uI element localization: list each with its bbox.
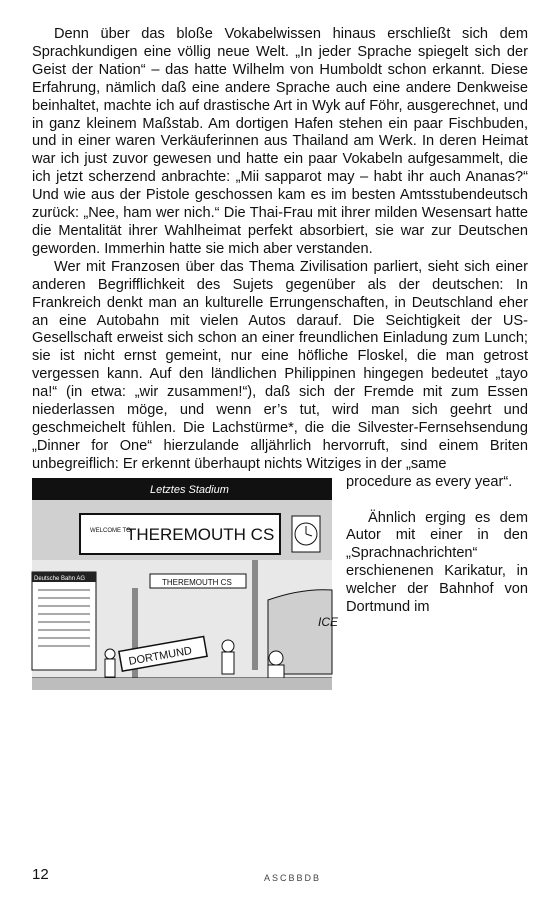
cartoon-station-sign-text: DORTMUND	[127, 644, 193, 668]
svg-text:ICE: ICE	[318, 614, 339, 629]
cartoon-big-sign-text: THEREMOUTH CS	[126, 524, 275, 544]
cartoon-drawing	[32, 478, 339, 690]
cartoon-board-title: Deutsche Bahn AG	[34, 575, 86, 582]
cartoon-small-sign-text: THEREMOUTH CS	[162, 577, 232, 587]
cartoon-big-sign-prefix: WELCOME TO	[90, 527, 131, 534]
page-body	[32, 26, 528, 696]
float-text-1: procedure as every year“.	[346, 473, 513, 490]
scan-mark: ASCBBDB	[264, 873, 322, 883]
paragraph-1: Denn über das bloße Vokabelwissen hinaus erschließt sich dem Sprachkundigen eine völlig neue Welt. „In jeder Sprache spiegelt sich der Geist der Nation“ – das hatte Wilhelm von Humboldt schon erkannt. Diese Erfahrung, nämlich daß eine andere Sprache auch eine andere Denkweise beinhaltet, machte ich auf drastische Art in Wyk auf Föhr, ausgerechnet, und in ganz kleinem Maßstab. Am dortigen Hafen stehen ein paar Fischbuden, und in einer waren Verkäuferinnen aus Thailand am Werk. In deren Heimat war ich just zuvor gewesen und hatte ein paar Vokabeln aufgesammelt, die ich jetzt scherzend anbrachte: „Mii sapparot may – habt ihr auch Ananas?“ Und wie aus der Pistole geschossen kam es im besten Amtsstubendeutsch zurück: „Nee, ham wer nich.“ Die Thai-Frau mit ihrer milden Wesensart hatte die Mentalität ihrer Wahlheimat perfekt absorbiert, sie war zur Deutschen geworden. Immerhin hatte sie mich aber verstanden.	[32, 26, 528, 257]
cartoon-top-banner-text: Letztes Stadium	[150, 483, 229, 496]
page-number: 12	[32, 866, 49, 883]
float-text-2: Ähnlich erging es dem Autor mit einer in den „Sprachnachrichten“ erschienenen Karikatur, in welcher der Bahnhof von Dortmund im	[346, 509, 528, 616]
cartoon-timetable-board	[32, 572, 96, 670]
paragraph-2: Wer mit Franzosen über das Thema Zivilisation parliert, sieht sich einer anderen Begrifflichkeit des Sujets gegenüber als der deutschen: In Frankreich denkt man an kulturelle Errungenschaften, in Deutschland eher an eine Autobahn mit vielen Autos darauf. Die Seichtigkeit der US-Gesellschaft erweist sich schon an einer freundlichen Einladung zum Lunch; sie ist nicht ernst gemeint, nur eine höfliche Floskel, die man getrost vergessen kann. Auf den ländlichen Philippinen hingegen bedeutet „tayo na!“ (in etwa: „wir zusammen!“), daß sich der Fremde mit zum Essen niederlassen möge, und wenn er’s tut, wird man sich geehrt und geschmeichelt fühlen. Die Lachstürme*, die die Silvester-Fernsehsendung „Dinner for One“ hierzulande alljährlich hervorruft, sind einem Briten unbegreiflich: Er erkennt überhaupt nichts Witziges in der „same	[32, 258, 528, 472]
cartoon-illustration	[32, 478, 339, 690]
